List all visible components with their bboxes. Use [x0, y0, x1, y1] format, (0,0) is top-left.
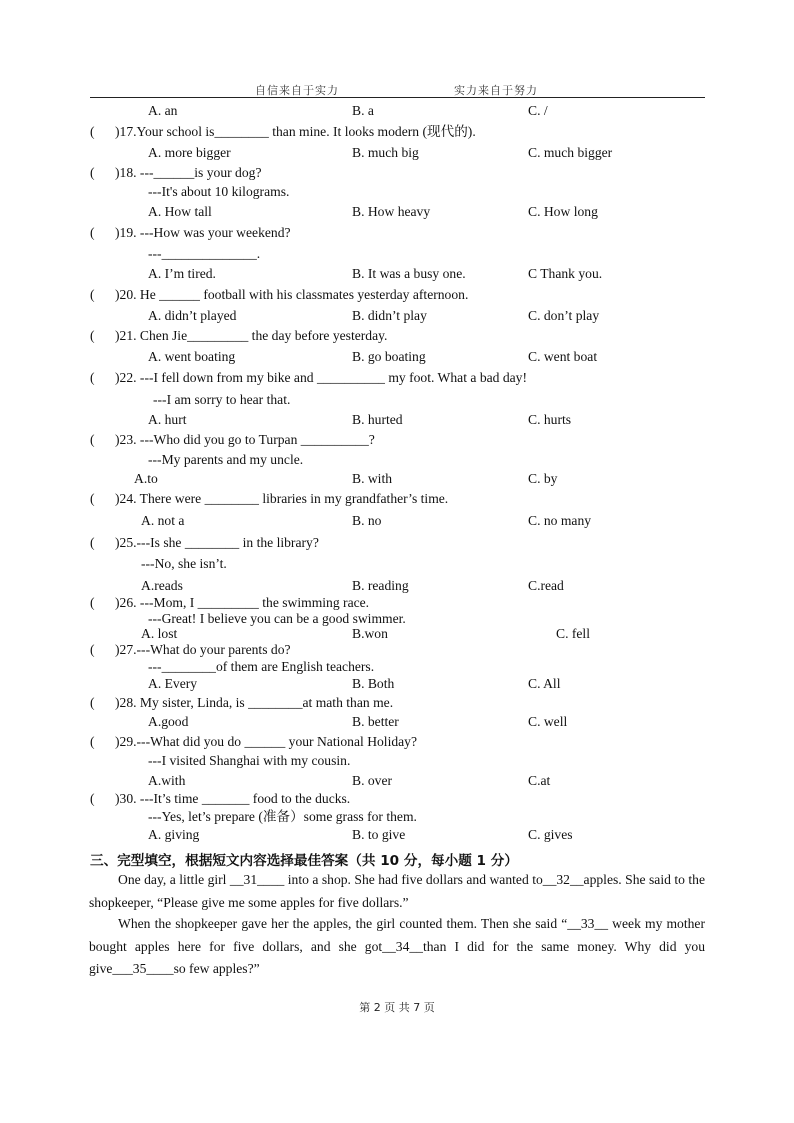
- option-b: B. Both: [352, 676, 395, 691]
- option-c: C. All: [528, 676, 561, 691]
- option-a: A.good: [148, 714, 189, 729]
- header-divider: [90, 97, 705, 98]
- question-stem: )23. ---Who did you go to Turpan __________?: [115, 432, 375, 447]
- dialogue-reply: ---______________.: [148, 246, 261, 261]
- option-a: A. giving: [148, 827, 200, 842]
- question-stem: )27.---What do your parents do?: [115, 642, 291, 657]
- option-b: B. much big: [352, 145, 419, 160]
- option-b: B. didn’t play: [352, 308, 427, 323]
- option-a: A. didn’t played: [148, 308, 237, 323]
- option-c: C. How long: [528, 204, 598, 219]
- option-c: C. /: [528, 103, 548, 118]
- answer-paren: (: [90, 791, 95, 806]
- option-b: B. It was a busy one.: [352, 266, 466, 281]
- answer-paren: (: [90, 287, 95, 302]
- dialogue-reply: ---No, she isn’t.: [141, 556, 227, 571]
- question-stem: )18. ---______is your dog?: [115, 165, 262, 180]
- header-right-motto: 实力来自于努力: [454, 85, 538, 97]
- question-stem: )19. ---How was your weekend?: [115, 225, 291, 240]
- option-a: A. lost: [141, 626, 178, 641]
- option-c: C.at: [528, 773, 551, 788]
- option-b: B. over: [352, 773, 393, 788]
- question-stem: )28. My sister, Linda, is ________at math than me.: [115, 695, 394, 710]
- cloze-paragraph-2: When the shopkeeper gave her the apples, the girl counted them. Then she said “__33__ week my mother bought apples here for five dollars, and she got__34__than I did for the same money. Why did you give___35____so few apples?”: [89, 916, 705, 976]
- option-b: B.won: [352, 626, 388, 641]
- answer-paren: (: [90, 165, 95, 180]
- option-a: A.reads: [141, 578, 183, 593]
- answer-paren: (: [90, 225, 95, 240]
- question-stem: )20. He ______ football with his classmates yesterday afternoon.: [115, 287, 469, 302]
- answer-paren: (: [90, 535, 95, 550]
- section-3-title: 三、完型填空，根据短文内容选择最佳答案（共 10 分，每小题 1 分）: [90, 853, 518, 869]
- answer-paren: (: [90, 642, 95, 657]
- option-c: C. gives: [528, 827, 573, 842]
- cloze-paragraph-1: One day, a little girl __31____ into a shop. She had five dollars and wanted to__32__apples. She said to the shopkeeper, “Please give me some apples for five dollars.”: [89, 872, 705, 910]
- option-b: B. a: [352, 103, 374, 118]
- answer-paren: (: [90, 695, 95, 710]
- page-number-footer: 第 2 页 共 7 页: [359, 1001, 435, 1014]
- answer-paren: (: [90, 734, 95, 749]
- question-stem: )25.---Is she ________ in the library?: [115, 535, 319, 550]
- option-b: B. How heavy: [352, 204, 431, 219]
- option-b: B. to give: [352, 827, 406, 842]
- answer-paren: (: [90, 328, 95, 343]
- option-a: A.with: [148, 773, 186, 788]
- question-stem: )17.Your school is________ than mine. It looks modern (现代的).: [115, 124, 476, 139]
- header-left-motto: 自信来自于实力: [255, 85, 339, 97]
- option-a: A. went boating: [148, 349, 236, 364]
- question-stem: )22. ---I fell down from my bike and __________ my foot. What a bad day!: [115, 370, 527, 385]
- dialogue-reply: ---Great! I believe you can be a good swimmer.: [148, 611, 406, 626]
- option-c: C. went boat: [528, 349, 598, 364]
- question-stem: )29.---What did you do ______ your National Holiday?: [115, 734, 418, 749]
- option-a: A.to: [134, 471, 158, 486]
- option-a: A. Every: [148, 676, 198, 691]
- option-b: B. go boating: [352, 349, 426, 364]
- option-b: B. with: [352, 471, 393, 486]
- option-c: C. hurts: [528, 412, 572, 427]
- answer-paren: (: [90, 370, 95, 385]
- option-b: B. no: [352, 513, 382, 528]
- answer-paren: (: [90, 595, 95, 610]
- option-a: A. I’m tired.: [148, 266, 216, 281]
- question-stem: )21. Chen Jie_________ the day before yesterday.: [115, 328, 388, 343]
- dialogue-reply: ---I visited Shanghai with my cousin.: [148, 753, 351, 768]
- option-b: B. better: [352, 714, 399, 729]
- option-a: A. How tall: [148, 204, 212, 219]
- dialogue-reply: ---Yes, let’s prepare (准备）some grass for them.: [148, 809, 417, 824]
- dialogue-reply: ---I am sorry to hear that.: [153, 392, 291, 407]
- option-c: C. no many: [528, 513, 592, 528]
- option-c: C. by: [528, 471, 558, 486]
- option-a: A. hurt: [148, 412, 187, 427]
- option-c: C Thank you.: [528, 266, 603, 281]
- answer-paren: (: [90, 432, 95, 447]
- option-a: A. more bigger: [148, 145, 231, 160]
- dialogue-reply: ---It's about 10 kilograms.: [148, 184, 290, 199]
- option-c: C. much bigger: [528, 145, 613, 160]
- option-a: A. an: [148, 103, 178, 118]
- option-b: B. reading: [352, 578, 409, 593]
- option-a: A. not a: [141, 513, 185, 528]
- answer-paren: (: [90, 124, 95, 139]
- dialogue-reply: ---My parents and my uncle.: [148, 452, 304, 467]
- option-c: C. well: [528, 714, 568, 729]
- answer-paren: (: [90, 491, 95, 506]
- question-stem: )30. ---It’s time _______ food to the ducks.: [115, 791, 351, 806]
- dialogue-reply: ---________of them are English teachers.: [148, 659, 375, 674]
- question-stem: )26. ---Mom, I _________ the swimming race.: [115, 595, 370, 610]
- question-stem: )24. There were ________ libraries in my grandfather’s time.: [115, 491, 449, 506]
- option-b: B. hurted: [352, 412, 403, 427]
- option-c: C. fell: [556, 626, 590, 641]
- option-c: C.read: [528, 578, 564, 593]
- option-c: C. don’t play: [528, 308, 600, 323]
